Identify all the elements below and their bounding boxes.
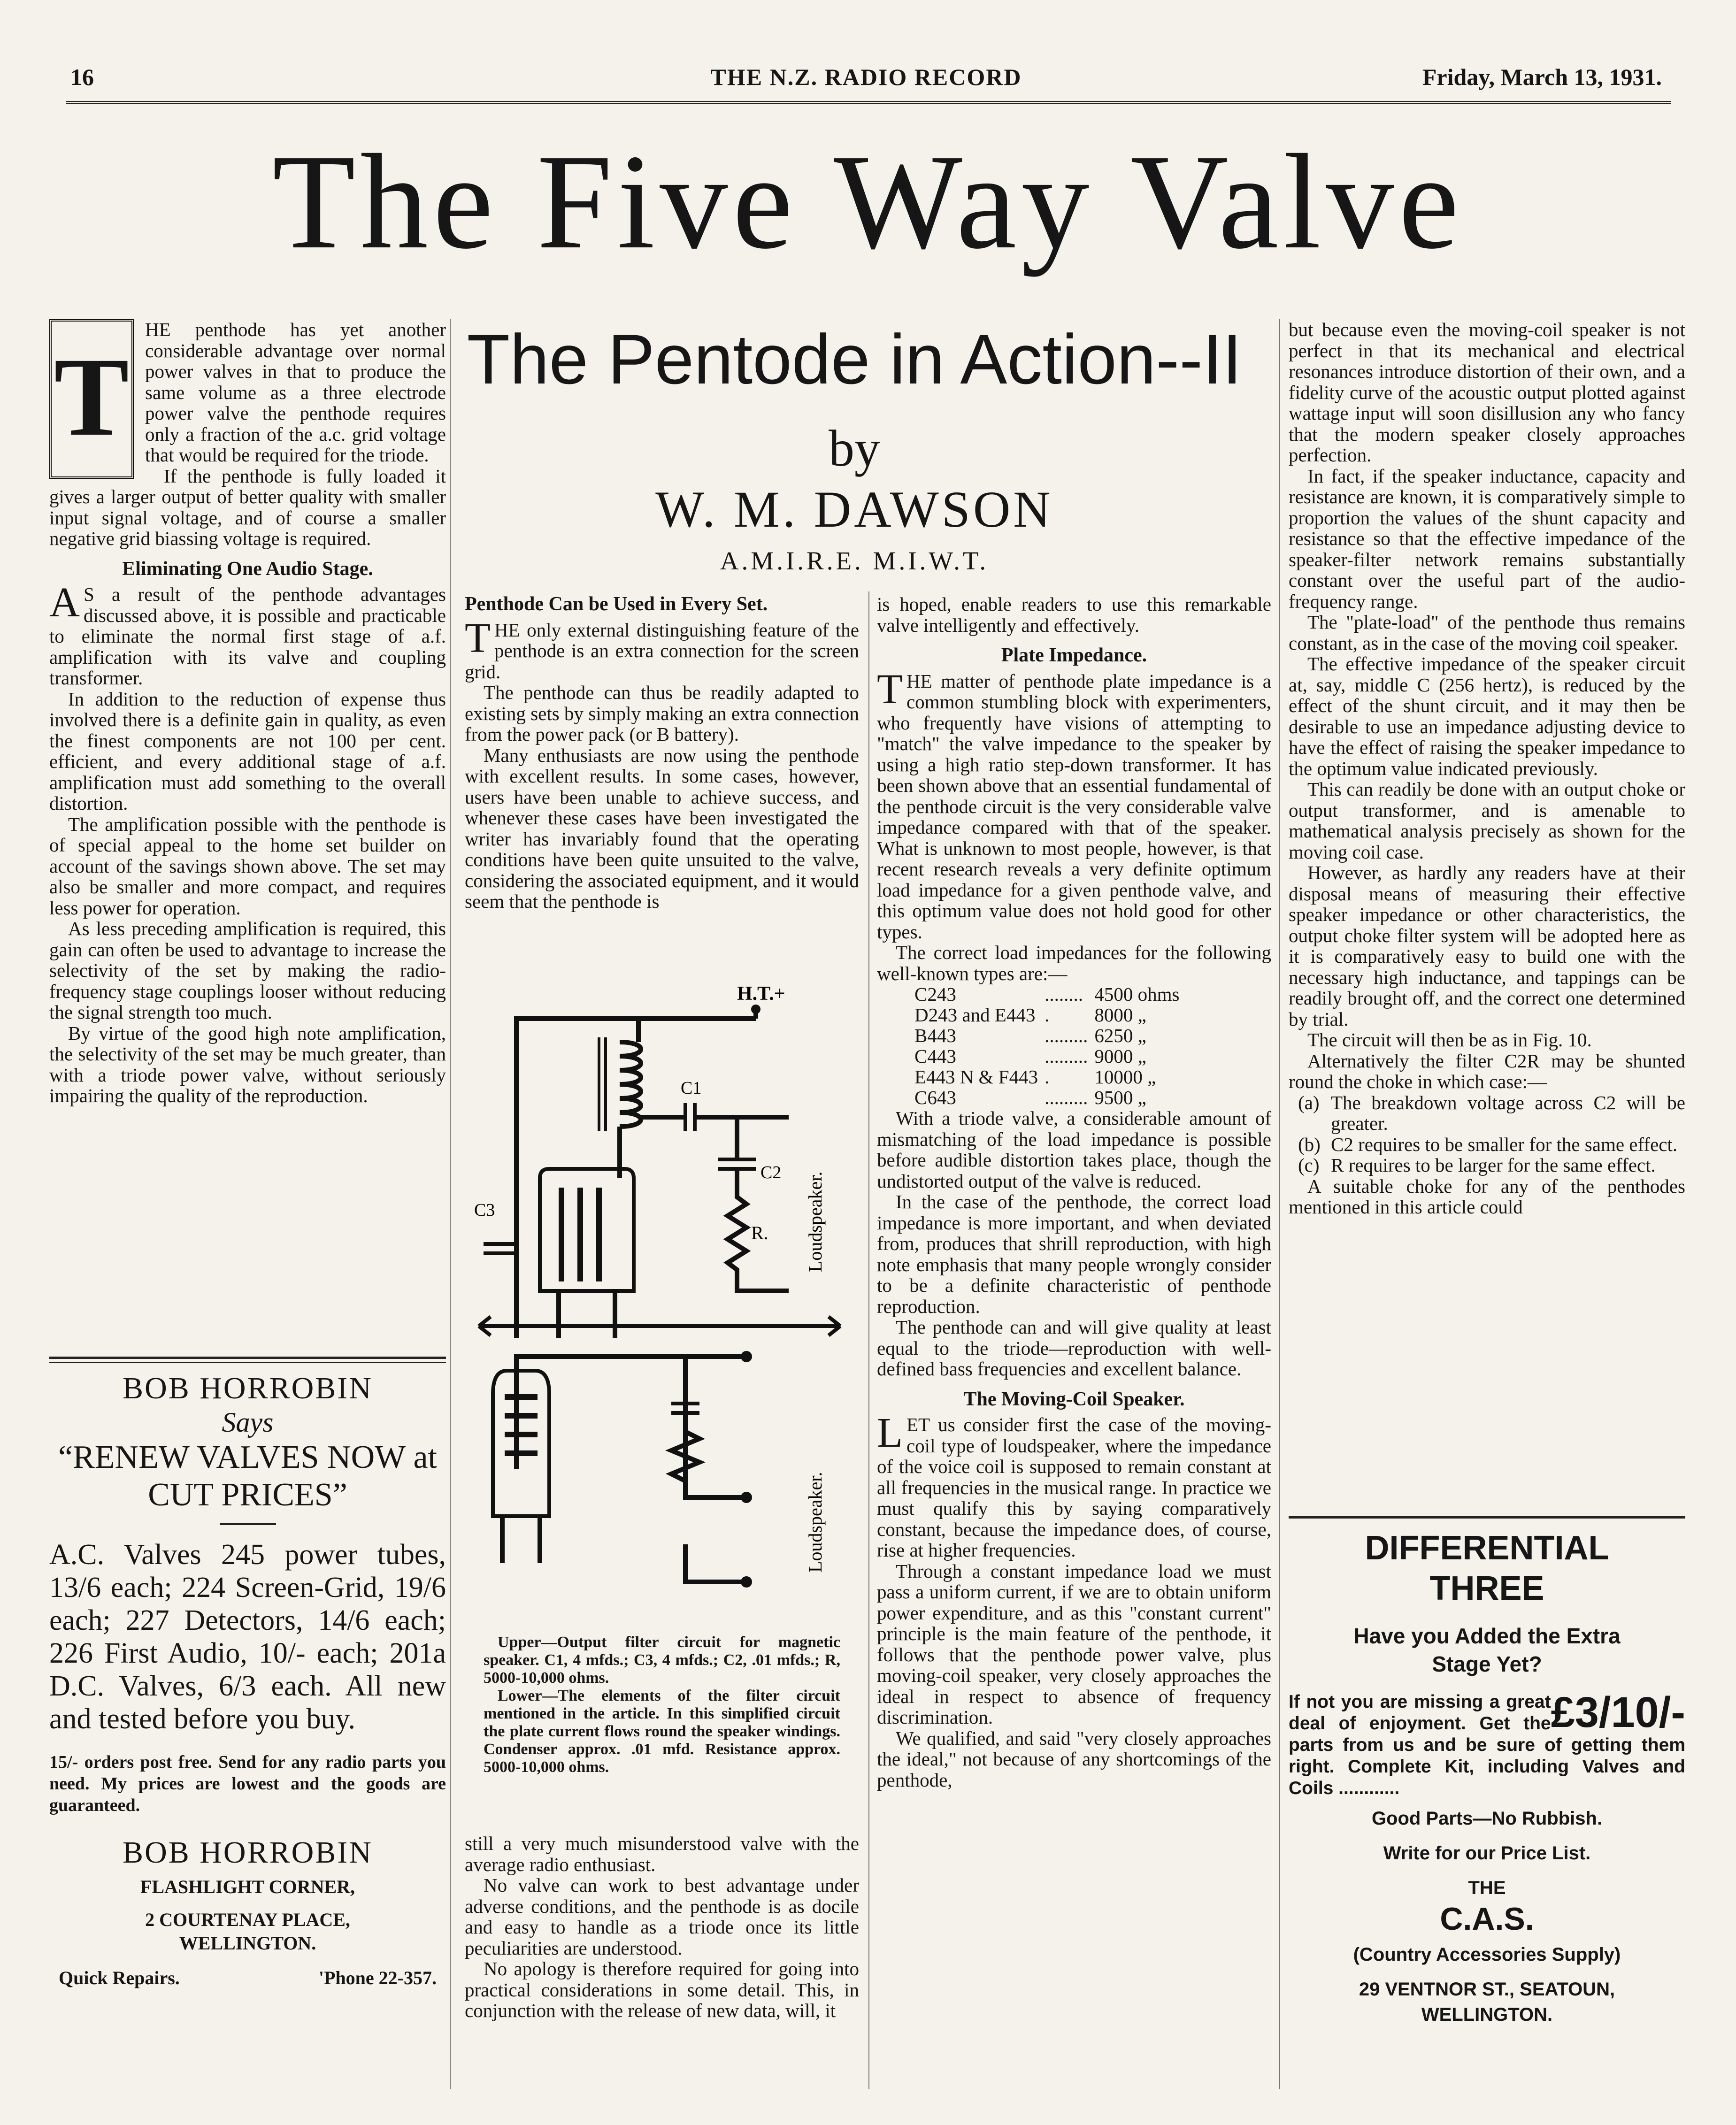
ad-the: THE xyxy=(1468,1878,1506,1898)
paragraph: HE penthode has yet another considerable advantage over normal power valves in that to produce the same volume as a three electrode power valve the penthode requires only a fraction of the a.c. grid voltage that would be required for the triode. xyxy=(145,319,446,466)
ad-says: Says xyxy=(222,1407,274,1438)
ad-price: £3/10/- xyxy=(1551,1688,1685,1736)
paragraph: still a very much misunderstood valve with the average radio enthusiast. xyxy=(465,1833,859,1875)
valve-element xyxy=(505,1450,538,1456)
label-r: R. xyxy=(751,1222,768,1243)
ad-question: Have you Added the Extra Stage Yet? xyxy=(1353,1624,1621,1676)
section-heading: The Moving-Coil Speaker. xyxy=(963,1388,1185,1410)
caption-upper: Upper—Output filter circuit for magnetic speaker. C1, 4 mfds.; C3, 4 mfds.; C2, .01 mfds.; R, 5000-10,000 ohms. xyxy=(484,1634,840,1687)
ad-headline: “RENEW VALVES NOW at CUT PRICES” xyxy=(58,1439,437,1513)
ad-rule xyxy=(220,1523,276,1525)
paragraph: The circuit will then be as in Fig. 10. xyxy=(1307,1029,1592,1051)
valve-type: C643 xyxy=(914,1087,956,1108)
ad-body-text: If not you are missing a great deal of enjoyment. Get the parts from us and be sure of getting them right. Complete Kit, including Valves and Coils ............ xyxy=(1289,1692,1685,1798)
conditions-list xyxy=(1289,1092,1685,1176)
leader-dots: ......... xyxy=(1045,1087,1088,1108)
valve-element xyxy=(505,1413,538,1419)
paragraph: However, as hardly any readers have at their disposal means of measuring their effective speaker impedance or other characteristics, the output choke filter system will be adopted here as it is comparatively easy to build one with the necessary high inductance, and tappings can be readily brought off, and the correct one determined by trial. xyxy=(1289,862,1685,1030)
valve-type: C243 xyxy=(914,983,956,1005)
column-rule xyxy=(450,319,451,2089)
paragraph: In the case of the penthode, the correct load impedance is more important, and when deviated from, produces that shrill reproduction, with high note emphasis that many people wrongly consider to be a definite characteristic of penthode reproduction. xyxy=(877,1191,1271,1317)
list-item xyxy=(1298,1155,1685,1176)
drop-initial: A xyxy=(49,579,80,626)
impedance-value: 9000 „ xyxy=(1094,1045,1146,1067)
impedance-value: 9500 „ xyxy=(1094,1087,1146,1108)
column-4 xyxy=(1289,319,1685,1502)
capacitor-c1 xyxy=(685,1103,695,1131)
column-2-top xyxy=(465,594,859,979)
ad-address: 2 COURTENAY PLACE, xyxy=(145,1909,350,1930)
valve-pins xyxy=(502,1516,540,1563)
paragraph: HE matter of penthode plate impedance is a common stumbling block with experimenters, who frequently have visions of attempting to "match" the valve impedance to the speaker by using a high ratio step-down transformer. It has been shown above that an essential fundamental of the penthode circuit is the very considerable valve impedance compared with that of the speaker. What is unknown to most people, however, is that recent research reveals a very definite optimum load impedance for a given penthode valve, and this optimum value does not hold good for other types. xyxy=(877,670,1271,943)
label-loudspeaker-lower: Loudspeaker. xyxy=(805,1472,826,1573)
paragraph: HE only external distinguishing feature of the penthode is an extra connection for the screen grid. xyxy=(465,619,859,683)
article-main-title: The Five Way Valve xyxy=(272,126,1464,277)
table-row xyxy=(914,1066,1186,1087)
valve-type: D243 and E443 xyxy=(914,1004,1036,1026)
paragraph: We qualified, and said "very closely approaches the ideal," not because of any shortcomings of the penthode, xyxy=(877,1727,1271,1791)
ad-repairs: Quick Repairs. xyxy=(59,1967,180,1988)
ad-name: BOB HORROBIN xyxy=(123,1371,373,1405)
ad-title: DIFFERENTIAL xyxy=(1365,1529,1609,1567)
ad-price-list-offer: Write for our Price List. xyxy=(1383,1843,1591,1864)
table-row xyxy=(914,1046,1186,1066)
list-key: (c) xyxy=(1298,1154,1320,1176)
valve-type: B443 xyxy=(914,1025,956,1046)
ad-divider xyxy=(49,1357,446,1359)
article-subtitle-block xyxy=(451,319,1258,577)
list-text: R requires to be larger for the same effect. xyxy=(1331,1154,1656,1176)
choke-coil xyxy=(620,1042,641,1127)
leader-dots: . xyxy=(1045,1004,1050,1026)
terminal-dot xyxy=(741,1351,752,1362)
paragraph: Through a constant impedance load we must pass a uniform current, if we are to obtain uniform power expenditure, and as this "constant current" principle is the main feature of the penthode, it follows that the penthode power valve, plus moving-coil speaker, very closely approaches the ideal in respect to absence of frequency discrimination. xyxy=(877,1560,1271,1728)
impedance-value: 4500 ohms xyxy=(1094,983,1180,1005)
ad-name: BOB HORROBIN xyxy=(123,1835,373,1870)
author-name: W. M. DAWSON xyxy=(655,481,1053,538)
leader-dots: ......... xyxy=(1045,1045,1088,1067)
impedance-value: 6250 „ xyxy=(1094,1025,1146,1046)
paragraph: A suitable choke for any of the penthodes mentioned in this article could xyxy=(1289,1175,1685,1218)
ad-price-list: A.C. Valves 245 power tubes, 13/6 each; 224 Screen-Grid, 19/6 each; 227 Detectors, 14/6 each; 226 First Audio, 10/- each; 201a D.C. Valves, 6/3 each. All new and tested before you buy. xyxy=(49,1539,446,1735)
capacitor-c2 xyxy=(718,1159,756,1169)
ad-slogan: Good Parts—No Rubbish. xyxy=(1371,1808,1603,1829)
list-item xyxy=(1298,1134,1685,1155)
valve-grid xyxy=(577,1188,583,1281)
ad-address: FLASHLIGHT CORNER, xyxy=(140,1876,355,1897)
label-c1: C1 xyxy=(681,1078,702,1098)
ad-title: THREE xyxy=(1429,1570,1544,1607)
column-rule xyxy=(868,591,869,2089)
valve-lower xyxy=(493,1371,549,1516)
paragraph: but because even the moving-coil speaker is not perfect in that its mechanical and electrical resonances introduce distortion of their own, and a fidelity curve of the acoustic output plotted against wattage input will soon disillusion any who fancy that the modern speaker closely approaches perfection. xyxy=(1289,319,1685,466)
drop-initial: T xyxy=(877,666,903,713)
paragraph: Alternatively the filter C2R may be shunted round the choke in which case:— xyxy=(1289,1050,1685,1092)
leader-dots: . xyxy=(1045,1066,1050,1088)
ad-address: WELLINGTON. xyxy=(179,1933,316,1954)
paragraph: The penthode can and will give quality at least equal to the triode—reproduction with well-defined bass frequencies and excellent balance. xyxy=(877,1316,1271,1380)
label-c2: C2 xyxy=(760,1163,782,1182)
ad-phone: 'Phone 22-357. xyxy=(318,1967,437,1988)
section-heading: Plate Impedance. xyxy=(1001,644,1147,666)
impedance-value: 10000 „ xyxy=(1094,1066,1156,1088)
table-row xyxy=(914,1005,1186,1025)
label-loudspeaker-upper: Loudspeaker. xyxy=(805,1171,826,1272)
paragraph: ET us consider first the case of the moving-coil type of loudspeaker, where the impedance of the voice coil is supposed to remain constant at all frequencies in the musical range. In practice we must qualify this by saying comparatively constant, because the impedance does, of course, rise at higher frequencies. xyxy=(877,1414,1271,1561)
article-subtitle: The Pentode in Action--II xyxy=(467,320,1242,399)
paragraph: S a result of the penthode advantages discussed above, it is possible and practicable to eliminate the normal first stage of a.f. amplification with its valve and coupling transformer. xyxy=(49,583,446,689)
list-text: C2 requires to be smaller for the same effect. xyxy=(1331,1133,1678,1155)
impedance-value: 8000 „ xyxy=(1094,1004,1146,1026)
terminal-dot xyxy=(741,1492,752,1503)
ad-divider xyxy=(49,1362,446,1363)
caption-lower: Lower—The elements of the filter circuit mentioned in the article. In this simplified circuit the plate current flows round the speaker windings. Condenser approx. .01 mfd. Resistance approx. 5000-10,000 ohms. xyxy=(484,1687,840,1776)
list-text: The breakdown voltage across C2 will be greater. xyxy=(1331,1091,1685,1134)
leader-dots: ........ xyxy=(1045,983,1083,1005)
paragraph: This can readily be done with an output choke or output transformer, and is amenable to mathematical analysis precisely as shown for the moving coil case. xyxy=(1289,778,1685,863)
list-key: (b) xyxy=(1298,1133,1321,1155)
page-number: 16 xyxy=(70,64,94,90)
paragraph: The amplification possible with the penthode is of special appeal to the home set builder on account of the savings shown above. The set may also be smaller and more compact, and requires less power for operation. xyxy=(49,813,446,919)
ad-address: WELLINGTON. xyxy=(1421,2004,1553,2025)
valve-grid xyxy=(559,1188,564,1281)
section-heading: Penthode Can be Used in Every Set. xyxy=(465,593,768,615)
valve-grid xyxy=(596,1188,602,1281)
ad-differential-three xyxy=(1289,1528,1685,2087)
ad-bob-horrobin xyxy=(49,1371,446,2075)
paragraph: The effective impedance of the speaker circuit at, say, middle C (256 hertz), is reduced by the effect of the shunt circuit, and it may then be desirable to use an impedance adjusting device to have the effect of raising the speaker impedance to the optimum value indicated previously. xyxy=(1289,653,1685,779)
header-rule xyxy=(66,101,1671,104)
ad-body xyxy=(1289,1688,1685,1799)
ad-divider xyxy=(1289,1516,1685,1519)
drop-initial: T xyxy=(465,614,491,661)
paragraph: Many enthusiasts are now using the penthode with excellent results. In some cases, however, users have been unable to achieve success, and whenever these cases have been investigated the writer has invariably found that the operating conditions have been quite unsuited to the valve, considering the associated equipment, and it would seem that the penthode is xyxy=(465,744,859,912)
column-rule xyxy=(1279,319,1280,2089)
issue-date: Friday, March 13, 1931. xyxy=(1422,64,1662,90)
valve-type: E443 N & F443 xyxy=(914,1066,1038,1088)
terminal-dot xyxy=(741,1576,752,1588)
label-c3: C3 xyxy=(474,1200,495,1220)
leader-dots: ......... xyxy=(1045,1025,1088,1046)
drop-initial: L xyxy=(877,1410,903,1456)
list-key: (a) xyxy=(1298,1091,1320,1113)
ad-contact xyxy=(49,1966,446,1990)
wire xyxy=(685,1544,746,1582)
ad-address: 29 VENTNOR ST., SEATOUN, xyxy=(1359,1979,1615,2000)
capacitor-c3 xyxy=(484,1244,516,1253)
paragraph: In fact, if the speaker inductance, capacity and resistance are known, it is comparatively simple to proportion the values of the shunt capacity and resistance so that the effective impedance of the speaker-filter network remains substantially constant over the useful part of the audio-frequency range. xyxy=(1289,465,1685,612)
impedance-table xyxy=(914,984,1186,1108)
wire xyxy=(685,1469,746,1497)
paragraph: The "plate-load" of the penthode thus remains constant, as in the case of the moving coil speaker. xyxy=(1289,611,1685,654)
ad-company: C.A.S. xyxy=(1440,1901,1534,1937)
paragraph: As less preceding amplification is required, this gain can often be used to advantage to increase the selectivity of the set by making the radio-frequency stage couplings looser without reducing the signal strength too much. xyxy=(49,918,446,1023)
paragraph: No valve can work to best advantage under adverse conditions, and the penthode is as docile and easy to handle as a triode once its little peculiarities are understood. xyxy=(465,1874,859,1959)
column-1 xyxy=(49,319,446,1343)
list-item xyxy=(1298,1092,1685,1134)
valve-element xyxy=(505,1394,538,1400)
paragraph: With a triode valve, a considerable amount of mismatching of the load impedance is possible before audible distortion takes place, though the undistorted output of the valve is reduced. xyxy=(877,1107,1271,1192)
paragraph: The correct load impedances for the following well-known types are:— xyxy=(877,942,1271,984)
terminal-dot xyxy=(751,1005,760,1014)
byline-by: by xyxy=(829,420,880,477)
figure-caption xyxy=(484,1634,840,1776)
circuit-diagram xyxy=(465,981,859,1629)
valve-element xyxy=(505,1432,538,1437)
paragraph: If the penthode is fully loaded it gives a larger output of better quality with smaller input signal voltage, and of course a smaller negative grid biassing voltage is required. xyxy=(49,465,446,549)
paragraph: By virtue of the good high note amplification, the selectivity of the set may be much greater, than with a triode power valve, without seriously impairing the quality of the reproduction. xyxy=(49,1022,446,1106)
paragraph: In addition to the reduction of expense thus involved there is a definite gain in quality, as even the finest components are not 100 per cent. efficient, and every additional stage of a.f. amplification must add something to the overall distortion. xyxy=(49,688,446,814)
page-header xyxy=(70,63,1662,101)
paragraph: is hoped, enable readers to use this remarkable valve intelligently and effectively. xyxy=(877,593,1271,636)
paragraph: No apology is therefore required for going into practical considerations in some detail. This, in conjunction with the release of new data, will, it xyxy=(465,1958,859,2021)
table-row xyxy=(914,984,1186,1005)
valve-pins xyxy=(559,1291,615,1338)
table-row xyxy=(914,1025,1186,1046)
masthead: THE N.Z. RADIO RECORD xyxy=(710,64,1022,90)
table-row xyxy=(914,1087,1186,1108)
ad-terms: 15/- orders post free. Send for any radio parts you need. My prices are lowest and the goods are guaranteed. xyxy=(49,1752,446,1815)
column-3 xyxy=(877,594,1271,2087)
label-ht: H.T.+ xyxy=(737,983,785,1005)
paragraph: The penthode can thus be readily adapted to existing sets by simply making an extra connection from the power pack (or B battery). xyxy=(465,682,859,745)
valve-type: C443 xyxy=(914,1045,956,1067)
column-2-bottom xyxy=(465,1833,859,2077)
ad-company-full-name: (Country Accessories Supply) xyxy=(1353,1944,1621,1965)
author-credentials: A.M.I.R.E. M.I.W.T. xyxy=(720,546,989,575)
section-heading: Eliminating One Audio Stage. xyxy=(122,558,373,580)
wire xyxy=(695,1117,737,1159)
ornamental-initial: T xyxy=(49,319,134,479)
valve-envelope xyxy=(540,1169,634,1291)
